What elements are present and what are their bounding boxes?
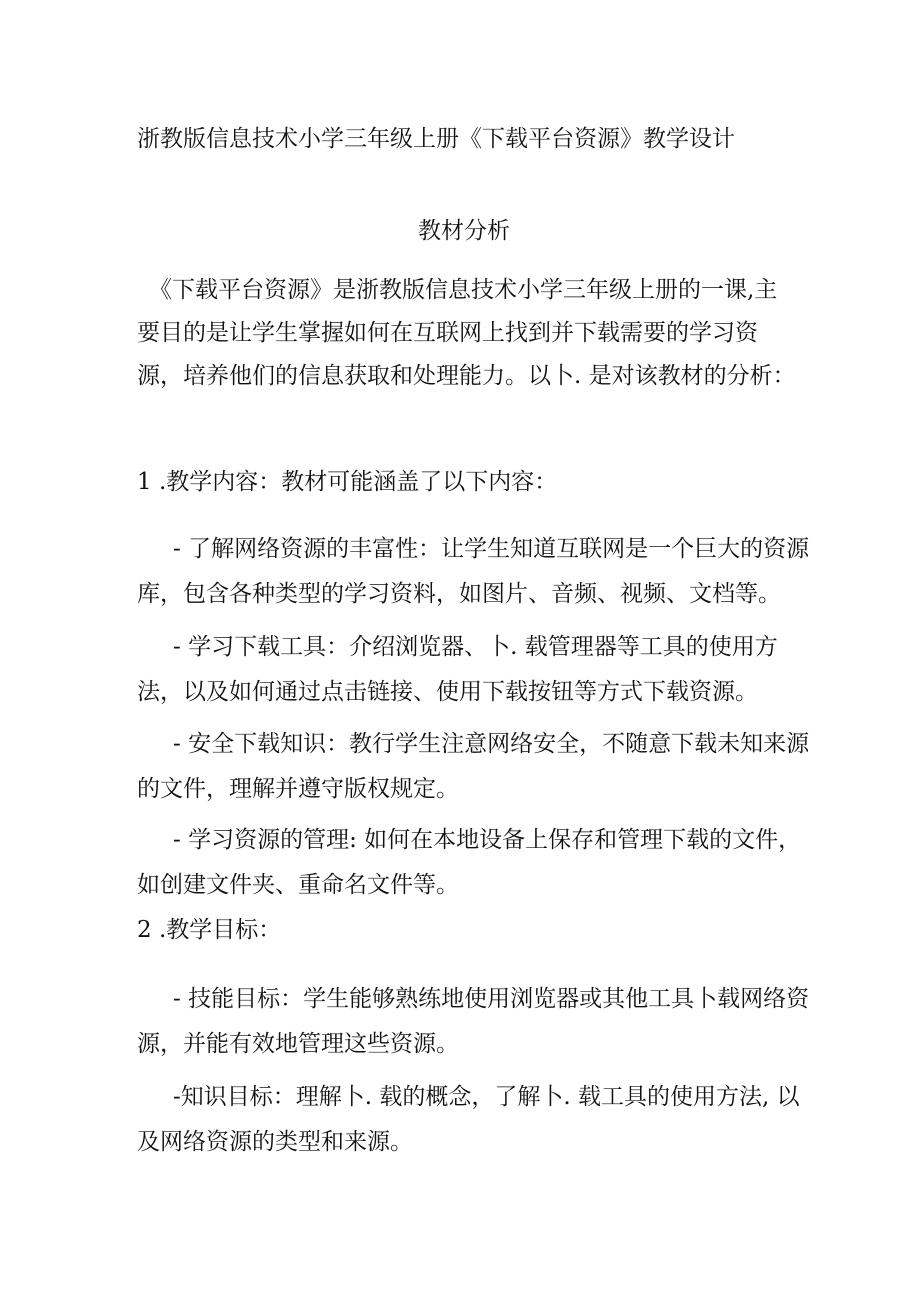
bullet-item: - 了解网络资源的丰富性：让学生知道互联网是一个巨大的资源库，包含各种类型的学习资料，如图片、音频、视频、文档等。: [137, 536, 810, 607]
bullet-item: - 安全下载知识：教行学生注意网络安全，不随意下载未知来源的文件，理解并遵守版权规定。: [137, 731, 810, 802]
bullet-item: - 技能目标：学生能够熟练地使用浏览器或其他工具卜载网络资源，并能有效地管理这些资源。: [137, 986, 810, 1057]
bullet-item: - 学习下载工具：介绍浏览器、卜. 载管理器等工具的使用方法，以及如何通过点击链接、使用下载按钮等方式下载资源。: [137, 634, 778, 705]
content-heading-1: 1 .教学内容：教材可能涵盖了以下内容：: [137, 469, 558, 495]
section-heading: 教材分析: [418, 218, 510, 244]
bullet-item: - 学习资源的管理: 如何在本地设备上保存和管理下载的文件，如创建文件夹、重命名文件等。: [137, 827, 802, 898]
content-heading-2: 2 .教学目标：: [137, 917, 282, 943]
document-title: 浙教版信息技术小学三年级上册《下载平台资源》教学设计: [137, 126, 735, 152]
intro-paragraph: 《下载平台资源》是浙教版信息技术小学三年级上册的一课,主要目的是让学生掌握如何在互联网上找到并下载需要的学习资源，培养他们的信息获取和处理能力。以卜. 是对该教材的分析：: [137, 277, 796, 389]
bullet-item: -知识目标：理解卜. 载的概念，了解卜. 载工具的使用方法, 以及网络资源的类型和来源。: [137, 1084, 800, 1155]
intro-paragraph-block: [137, 269, 797, 398]
